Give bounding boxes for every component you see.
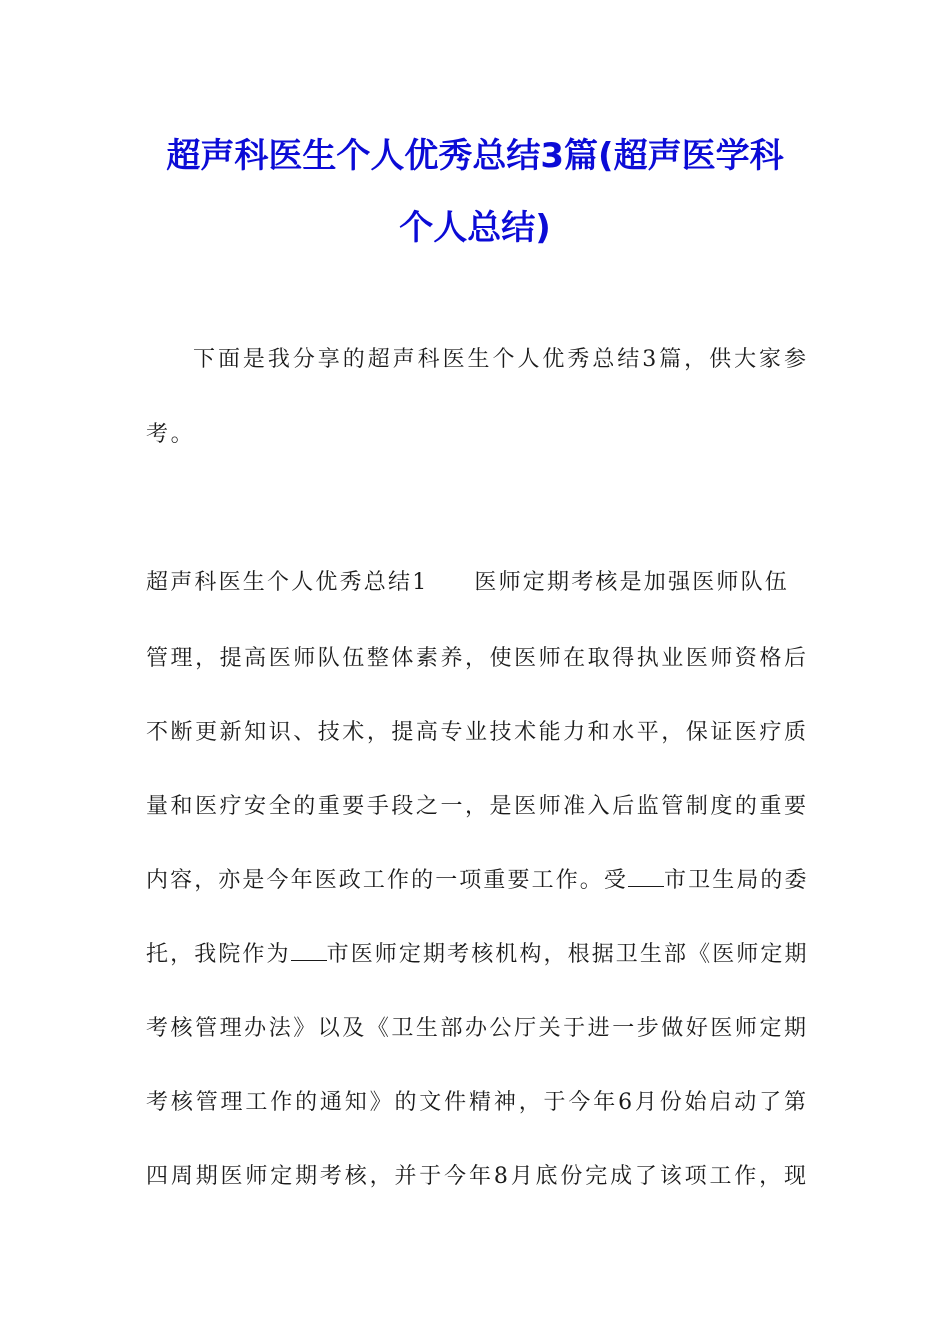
section-1-line-5	[146, 866, 809, 896]
section-1-line-6	[146, 940, 809, 970]
section-1-line-1	[146, 568, 806, 598]
document-title-line-2: 个人总结)	[399, 208, 551, 248]
section-1-line-5-b: 市卫生局的委	[664, 868, 809, 893]
section-1-line-6-b: 市医师定期考核机构，根据卫生部《医师定期	[326, 942, 809, 967]
fill-in-blank	[291, 940, 327, 961]
section-1-heading: 超声科医生个人优秀总结1	[146, 570, 429, 595]
section-1-line-4: 量和医疗安全的重要手段之一，是医师准入后监管制度的重要	[146, 794, 806, 819]
section-1-line-3: 不断更新知识、技术，提高专业技术能力和水平，保证医疗质	[146, 720, 806, 745]
document-title-line-1: 超声科医生个人优秀总结3篇(超声医学科	[166, 136, 784, 176]
section-1-line-9: 四周期医师定期考核，并于今年8月底份完成了该项工作，现	[146, 1164, 806, 1189]
section-1-line-2: 管理，提高医师队伍整体素养，使医师在取得执业医师资格后	[146, 646, 806, 671]
intro-paragraph-line-2: 考。	[146, 422, 196, 447]
section-1-line-8: 考核管理工作的通知》的文件精神，于今年6月份始启动了第	[146, 1090, 806, 1115]
section-1-line-7: 考核管理办法》以及《卫生部办公厅关于进一步做好医师定期	[146, 1016, 806, 1041]
intro-paragraph-line-1: 下面是我分享的超声科医生个人优秀总结3篇，供大家参	[193, 347, 806, 372]
section-1-line-6-a: 托，我院作为	[146, 942, 291, 967]
fill-in-blank	[628, 866, 664, 887]
section-1-line-5-a: 内容，亦是今年医政工作的一项重要工作。受	[146, 868, 629, 893]
section-1-line-1-text: 医师定期考核是加强医师队伍	[474, 570, 790, 595]
